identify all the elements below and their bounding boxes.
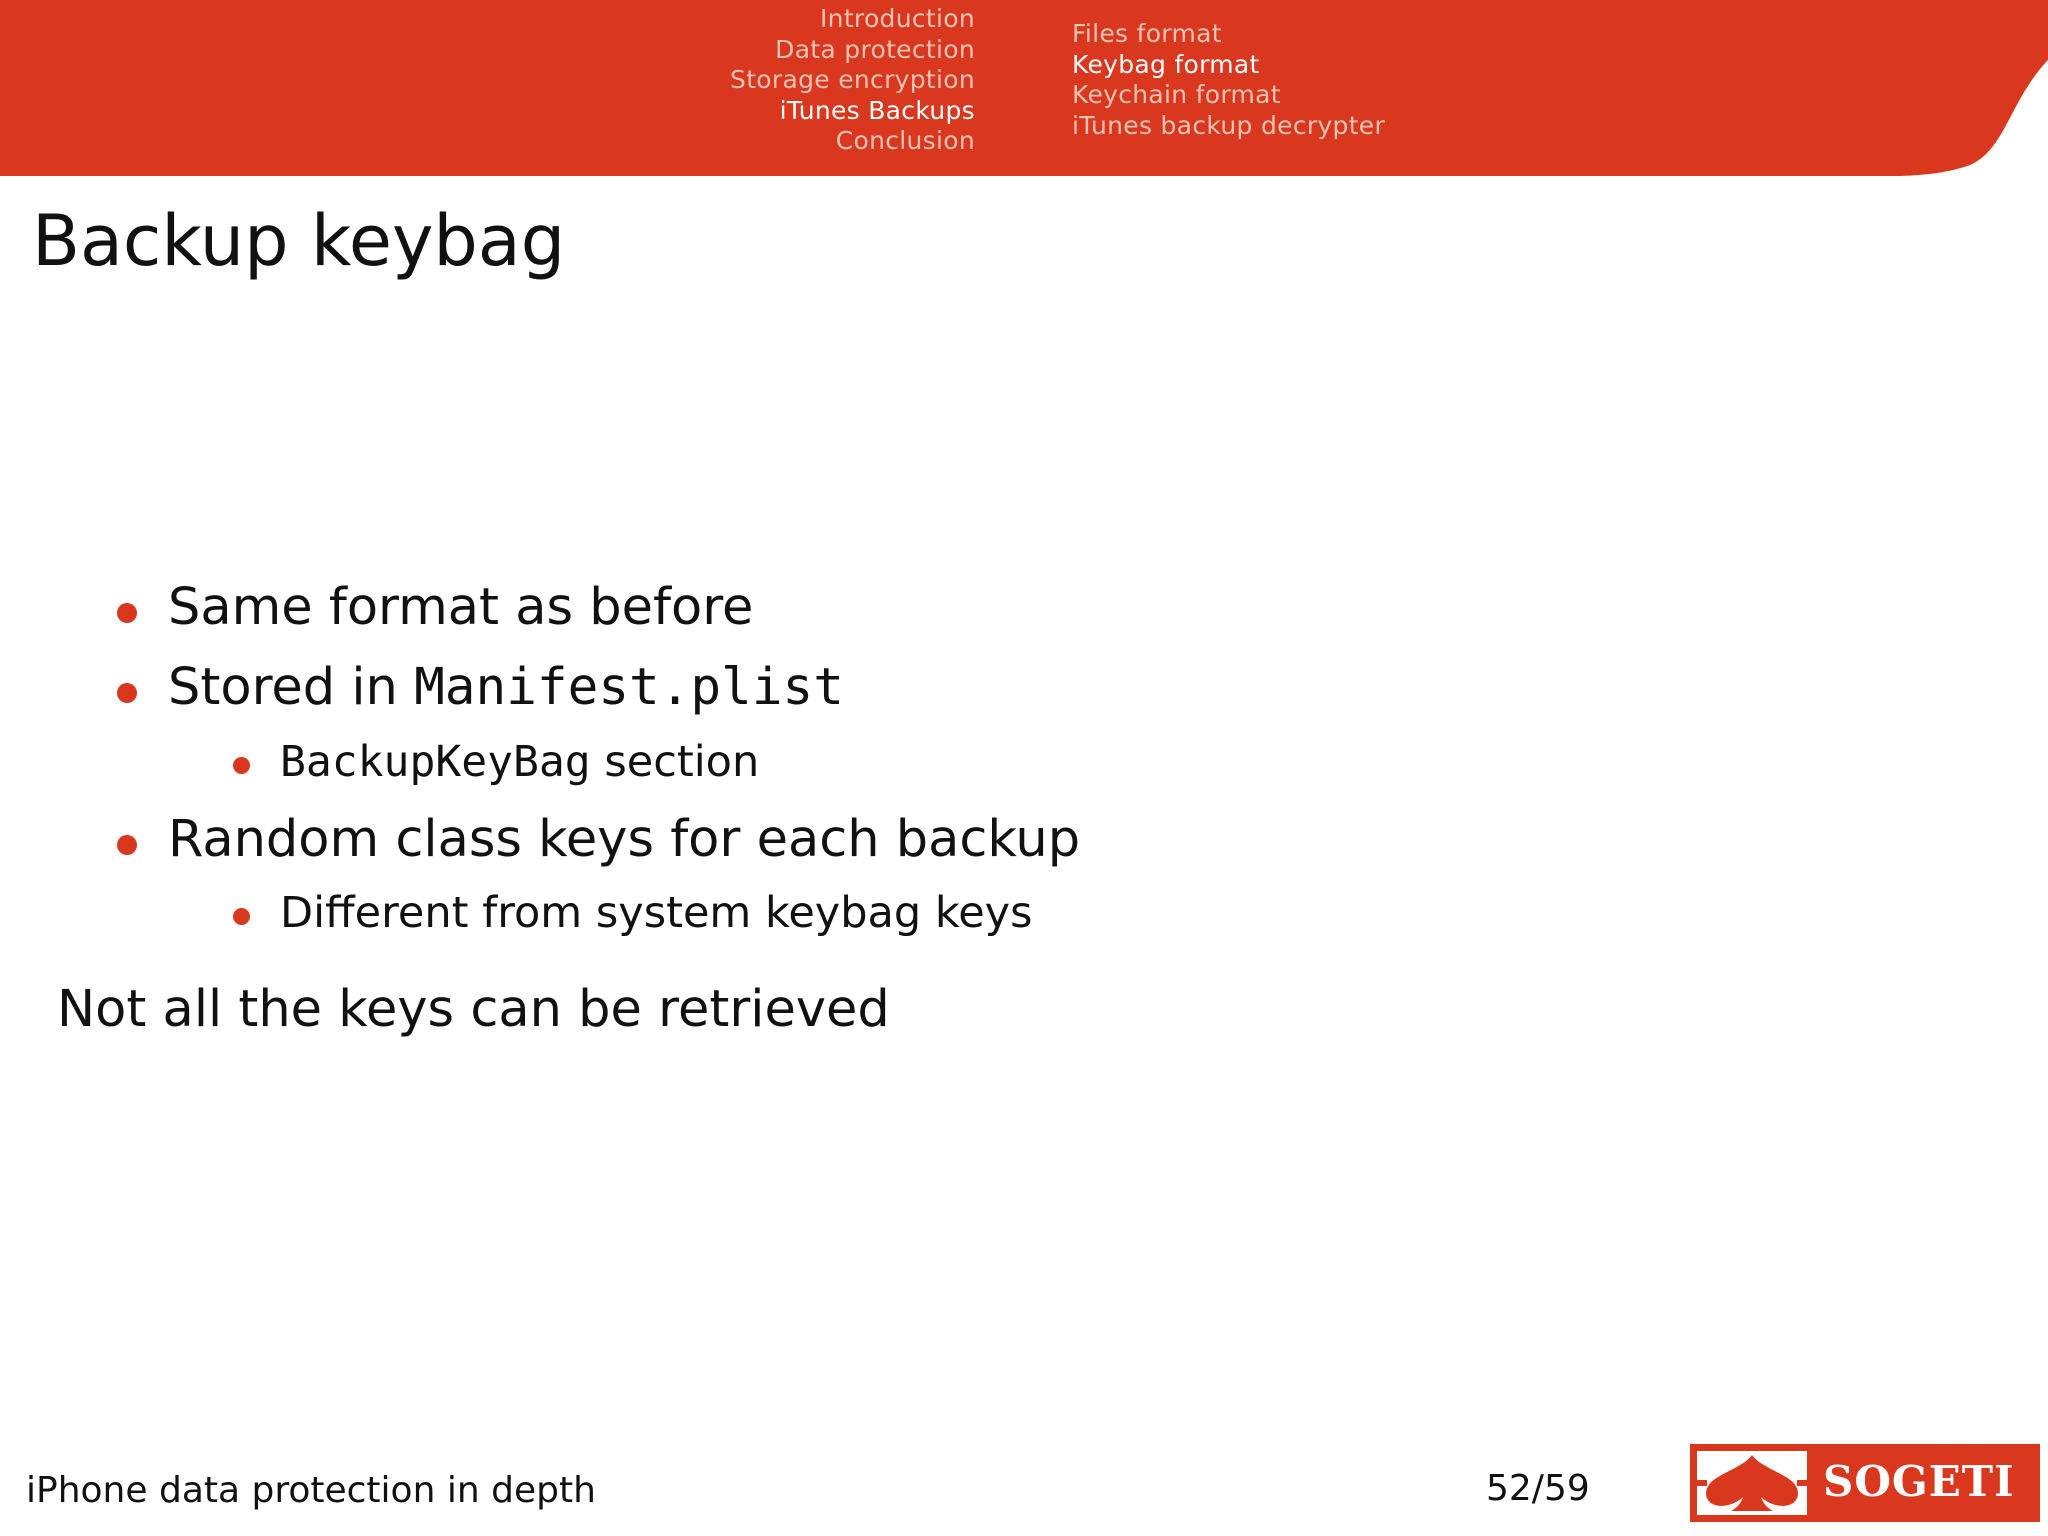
nav-section-storage-encryption[interactable]: Storage encryption [730,65,975,94]
bullet-text: Same format as before [168,578,754,637]
page-number: 52/59 [1486,1468,1590,1509]
bullet-text: section [590,737,760,787]
bullet-marker [117,683,137,703]
footer-title: iPhone data protection in depth [26,1470,596,1511]
bullet-text: Random class keys for each backup [168,810,1081,869]
sub-bullet-backupkeybag [280,737,759,787]
slide-title: Backup keybag [32,200,566,282]
bullet-marker [117,603,137,623]
bullet-same-format [168,578,753,637]
sub-bullet-different-keys [280,888,1033,938]
nav-section-introduction[interactable]: Introduction [820,4,975,33]
logo-spade-box [1697,1451,1807,1515]
sub-bullet-marker [233,757,250,774]
nav-subsection-backup-decrypter[interactable]: iTunes backup decrypter [1072,110,1386,140]
spade-icon [1697,1451,1807,1515]
nav-subsection-keychain-format[interactable]: Keychain format [1072,80,1281,109]
code-manifest-plist: Manifest.plist [414,658,844,717]
bullet-text: Different from system keybag keys [280,888,1033,938]
bullet-text: Stored in [168,658,415,717]
nav-section-itunes-backups[interactable]: iTunes Backups [779,95,975,125]
code-backupkeybag: BackupKeyBag [280,737,591,787]
sub-bullet-marker [233,908,250,925]
logo-wordmark: SOGETI [1823,1457,2015,1506]
nav-section-data-protection[interactable]: Data protection [775,34,975,64]
bullet-stored-in [168,658,844,717]
nav-section-conclusion[interactable]: Conclusion [835,126,975,155]
closing-statement: Not all the keys can be retrieved [57,980,890,1039]
nav-subsection-files-format[interactable]: Files format [1072,19,1222,48]
nav-subsection-keybag-format[interactable]: Keybag format [1072,49,1260,79]
bullet-random-class-keys [168,810,1080,869]
bullet-marker [117,835,137,855]
sogeti-logo [1690,1444,2040,1522]
